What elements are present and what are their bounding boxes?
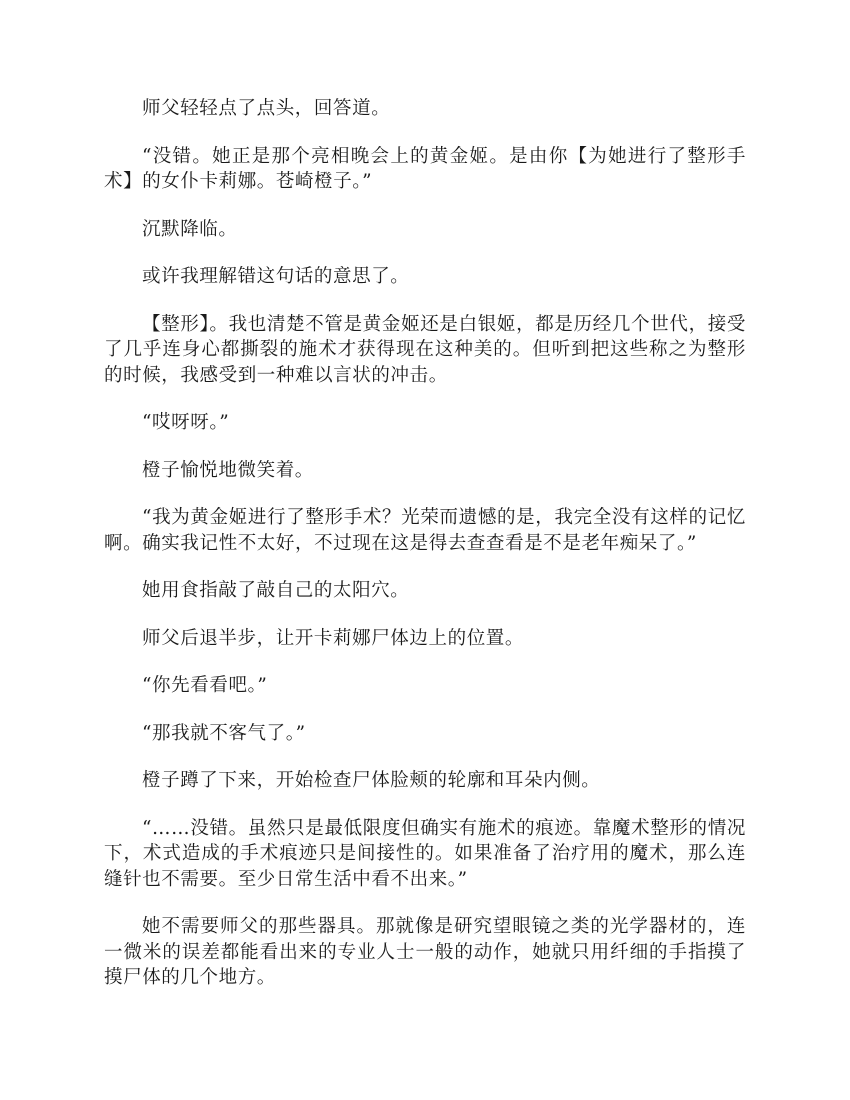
paragraph: 她用食指敲了敲自己的太阳穴。 [142, 580, 410, 601]
paragraph: “我为黄金姬进行了整形手术？光荣而遗憾的是，我完全没有这样的记忆啊。确实我记性不太好，不过现在这是得去查查看是不是老年痴呆了。” [104, 507, 746, 554]
paragraph: “哎呀呀。” [142, 412, 230, 433]
paragraph: “没错。她正是那个亮相晚会上的黄金姬。是由你【为她进行了整形手术】的女仆卡莉娜。苍崎橙子。” [104, 145, 746, 192]
paragraph: “你先看看吧。” [142, 675, 268, 696]
document-body [104, 96, 746, 991]
paragraph: 她不需要师父的那些器具。那就像是研究望眼镜之类的光学器材的，连一微米的误差都能看出来的专业人士一般的动作，她就只用纤细的手指摸了摸尸体的几个地方。 [104, 916, 746, 988]
paragraph: 【整形】。我也清楚不管是黄金姬还是白银姬，都是历经几个世代，接受了几乎连身心都撕裂的施术才获得现在这种美的。但听到把这些称之为整形的时候，我感受到一种难以言状的冲击。 [104, 313, 746, 386]
paragraph: 师父后退半步，让开卡莉娜尸体边上的位置。 [142, 627, 525, 649]
paragraph: 橙子愉悦地微笑着。 [142, 459, 314, 481]
paragraph: “……没错。虽然只是最低限度但确实有施术的痕迹。靠魔术整形的情况下，术式造成的手术痕迹只是间接性的。如果准备了治疗用的魔术，那么连缝针也不需要。至少日常生活中看不出来。” [104, 817, 746, 890]
paragraph: 或许我理解错这句话的意思了。 [142, 266, 410, 287]
paragraph: 沉默降临。 [142, 218, 238, 240]
paragraph: “那我就不客气了。” [142, 722, 306, 744]
paragraph: 师父轻轻点了点头，回答道。 [142, 98, 391, 119]
paragraph: 橙子蹲了下来，开始检查尸体脸颊的轮廓和耳朵内侧。 [142, 770, 601, 791]
